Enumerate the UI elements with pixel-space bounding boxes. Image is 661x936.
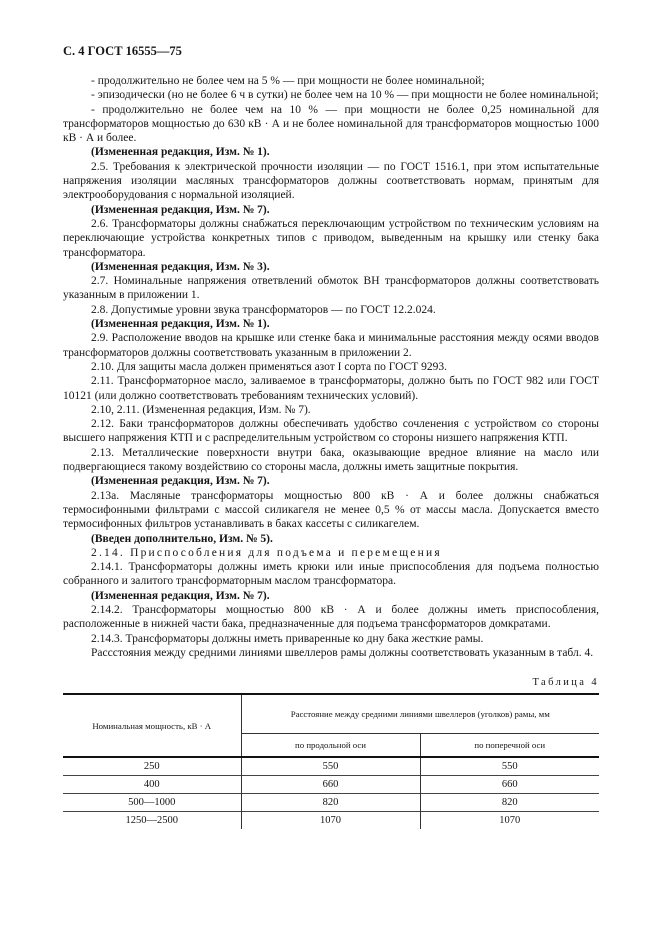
table-row <box>63 776 599 794</box>
col-distance-group-header: Расстояние между средними линиями швеллеров (уголков) рамы, мм <box>241 694 599 734</box>
paragraph: (Измененная редакция, Изм. № 7). <box>91 475 270 488</box>
table-cell: 1070 <box>420 812 599 830</box>
table-cell: 660 <box>420 776 599 794</box>
paragraph: - эпизодически (но не более 6 ч в сутки) не более чем на 10 % — при мощности не более номинальной; <box>91 89 599 102</box>
paragraph: - продолжительно не более чем на 10 % — при мощности не более 0,25 номинальной для трансформаторов мощностью до 630 кВ · А и не более номинальной для трансформаторов мощностью 1000 кВ · А и более. <box>63 103 599 145</box>
table-cell: 250 <box>143 761 160 773</box>
table-row <box>63 757 599 776</box>
paragraph: 2.12. Баки трансформаторов должны обеспечивать удобство сочленения с устройством со стороны высшего напряжения КТП и с распределительным устройством со стороны низшего напряжения КТП. <box>63 418 599 445</box>
paragraph: 2.14.1. Трансформаторы должны иметь крюки или иные приспособления для подъема полностью собранного и залитого трансформаторным маслом трансформатора. <box>63 561 599 588</box>
paragraph: (Введен дополнительно, Изм. № 5). <box>91 532 273 545</box>
table-row <box>63 794 599 812</box>
document-page <box>63 44 599 829</box>
paragraph: (Измененная редакция, Изм. № 1). <box>91 146 270 159</box>
table-cell: 400 <box>63 776 241 794</box>
table-4 <box>63 693 599 829</box>
paragraph: - продолжительно не более чем на 5 % — при мощности не более номинальной; <box>91 75 485 87</box>
paragraph: 2.8. Допустимые уровни звука трансформаторов — по ГОСТ 12.2.024. <box>91 303 436 316</box>
table-cell: 820 <box>420 794 599 812</box>
paragraph: 2.10. Для защиты масла должен применяться азот I сорта по ГОСТ 9293. <box>91 360 447 373</box>
paragraph: Рассстояния между средними линиями швеллеров рамы должны соответствовать указанным в табл. 4. <box>91 646 594 659</box>
table-cell: 1250—2500 <box>63 812 241 830</box>
paragraph: 2.7. Номинальные напряжения ответвлений обмоток ВН трансформаторов должны соответствовать указанным в приложении 1. <box>63 275 599 302</box>
paragraph: 2.6. Трансформаторы должны снабжаться переключающим устройством по техническим условиям на переключающие устройства конкретных типов с приводом, выведенным на крышку или стенку бака трансформатора. <box>63 217 599 259</box>
table-row <box>63 812 599 830</box>
paragraph: 2.13. Металлические поверхности внутри бака, оказывающие вредное влияние на масло или подвергающиеся такому воздействию со стороны масла, должны иметь защитные покрытия. <box>63 446 599 474</box>
paragraph: 2.10, 2.11. (Измененная редакция, Изм. № 7). <box>91 403 311 416</box>
table-cell: 660 <box>241 776 420 794</box>
body-text <box>63 74 599 660</box>
paragraph: (Измененная редакция, Изм. № 3). <box>91 260 270 273</box>
table-caption: Таблица 4 <box>532 677 599 689</box>
paragraph: 2.14. Приспособления для подъема и перемещения <box>91 546 442 559</box>
paragraph: 2.5. Требования к электрической прочности изоляции — по ГОСТ 1516.1, при этом испытательные напряжения изоляции масляных трансформаторов должны соответствовать нормам, принятым для электрооборудования с нормальной изоляцией. <box>63 160 599 202</box>
paragraph: 2.14.2. Трансформаторы мощностью 800 кВ · А и более должны иметь приспособления, расположенные в нижней части бака, предназначенные для подъема трансформаторов домкратами. <box>63 603 599 631</box>
paragraph: (Измененная редакция, Изм. № 7). <box>91 203 270 216</box>
table-cell: 820 <box>241 794 420 812</box>
col-longitudinal-header: по продольной оси <box>241 734 420 758</box>
table-body <box>63 757 599 829</box>
table-cell: 550 <box>241 757 420 776</box>
table-cell: 500—1000 <box>63 794 241 812</box>
table-cell: 550 <box>420 757 599 776</box>
paragraph: 2.14.3. Трансформаторы должны иметь приваренные ко дну бака жесткие рамы. <box>91 632 484 645</box>
page-header: С. 4 ГОСТ 16555—75 <box>63 44 182 58</box>
paragraph: 2.13а. Масляные трансформаторы мощностью 800 кВ · А и более должны снабжаться термосифонными фильтрами с массой силикагеля не менее 0,5 % от массы масла. Допускается вместо термосифонных фильтров устанавливать в баках кассеты с силикагелем. <box>63 489 599 531</box>
paragraph: 2.11. Трансформаторное масло, заливаемое в трансформаторы, должно быть по ГОСТ 982 или ГОСТ 10121 (или должно соответствовать требованиям технических условий). <box>63 375 599 402</box>
col-transverse-header: по поперечной оси <box>420 734 599 758</box>
table-cell: 1070 <box>241 812 420 830</box>
paragraph: 2.9. Расположение вводов на крышке или стенке бака и минимальные расстояния между осями вводов трансформаторов должны соответствовать указанным в приложении 2. <box>63 332 599 359</box>
paragraph: (Измененная редакция, Изм. № 7). <box>91 589 270 602</box>
paragraph: (Измененная редакция, Изм. № 1). <box>91 318 270 331</box>
col-power-header: Номинальная мощность, кВ · А <box>63 694 241 757</box>
